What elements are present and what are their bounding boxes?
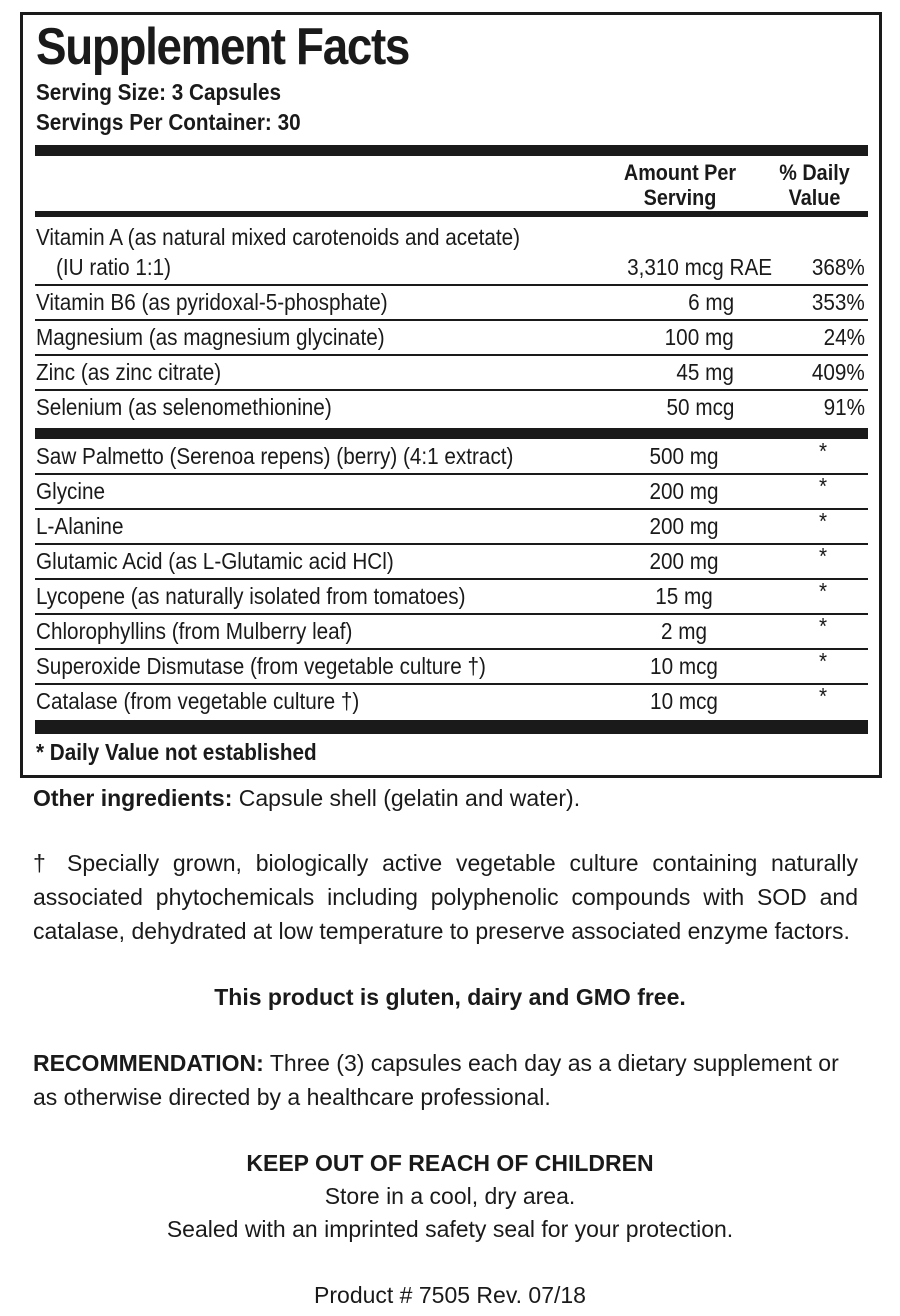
nutrient-amount: 50 mcg xyxy=(666,394,734,420)
row-divider xyxy=(35,508,868,510)
nutrient-amount: 10 mcg xyxy=(650,688,718,714)
nutrient-daily-value: * xyxy=(818,508,828,534)
header-divider xyxy=(35,211,868,217)
nutrient-amount: 45 mg xyxy=(676,359,734,385)
supplement-facts-panel xyxy=(20,12,882,778)
nutrient-name: Zinc (as zinc citrate) xyxy=(36,359,222,385)
serving-size: Serving Size: 3 Capsules xyxy=(36,79,282,105)
row-divider xyxy=(35,613,868,615)
row-divider xyxy=(35,354,868,356)
child-warning: KEEP OUT OF REACH OF CHILDREN xyxy=(246,1150,654,1176)
section-divider xyxy=(35,428,868,439)
nutrient-daily-value: 368% xyxy=(812,254,865,280)
nutrient-daily-value: * xyxy=(818,578,828,604)
nutrient-name: Chlorophyllins (from Mulberry leaf) xyxy=(36,618,353,644)
column-header-dv-line1: % Daily xyxy=(779,160,850,185)
nutrient-daily-value: * xyxy=(818,648,828,674)
nutrient-name: Superoxide Dismutase (from vegetable culture †) xyxy=(36,653,486,679)
nutrient-daily-value: * xyxy=(818,613,828,639)
safety-seal-note: Sealed with an imprinted safety seal for your protection. xyxy=(166,1216,734,1242)
dagger-note: † Specially grown, biologically active vegetable culture containing naturally associated phytochemicals including polyphenolic compounds with SOD and catalase, dehydrated at low temperature to preserve associated enzyme factors. xyxy=(33,850,858,944)
nutrient-amount: 100 mg xyxy=(664,324,734,350)
nutrient-name: Glutamic Acid (as L-Glutamic acid HCl) xyxy=(36,548,394,574)
row-divider xyxy=(35,683,868,685)
thick-divider xyxy=(35,145,868,156)
nutrient-name: Glycine xyxy=(36,478,106,504)
storage-instruction: Store in a cool, dry area. xyxy=(324,1183,576,1209)
recommendation xyxy=(33,1046,858,1114)
row-divider xyxy=(35,648,868,650)
nutrient-amount: 200 mg xyxy=(649,548,719,574)
nutrient-daily-value: * xyxy=(818,473,828,499)
row-divider xyxy=(35,543,868,545)
row-divider xyxy=(35,578,868,580)
nutrient-amount: 10 mcg xyxy=(650,653,718,679)
daily-value-footnote: * Daily Value not established xyxy=(36,739,317,765)
nutrient-name: Catalase (from vegetable culture †) xyxy=(36,688,360,714)
column-header-amount xyxy=(613,160,748,210)
column-header-daily-value xyxy=(772,160,858,210)
nutrient-amount: 6 mg xyxy=(687,289,734,315)
row-divider xyxy=(35,473,868,475)
nutrient-name: Magnesium (as magnesium glycinate) xyxy=(36,324,385,350)
row-divider xyxy=(35,389,868,391)
nutrient-daily-value: 353% xyxy=(812,289,865,315)
row-divider xyxy=(35,319,868,321)
nutrient-name: Lycopene (as naturally isolated from tomatoes) xyxy=(36,583,466,609)
recommendation-label: RECOMMENDATION: xyxy=(33,1050,264,1076)
nutrient-amount: 200 mg xyxy=(649,478,719,504)
servings-per-container: Servings Per Container: 30 xyxy=(36,109,301,135)
column-header-dv-line2: Value xyxy=(788,185,841,210)
column-header-amount-line1: Amount Per xyxy=(623,160,737,185)
nutrient-name: Selenium (as selenomethionine) xyxy=(36,394,332,420)
panel-title: Supplement Facts xyxy=(36,18,410,76)
nutrient-name: L-Alanine xyxy=(36,513,124,539)
nutrient-amount: 3,310 mcg RAE xyxy=(627,254,772,280)
nutrient-amount: 500 mg xyxy=(649,443,719,469)
other-ingredients-text: Capsule shell (gelatin and water). xyxy=(232,785,581,811)
nutrient-amount: 15 mg xyxy=(655,583,713,609)
nutrient-daily-value: * xyxy=(818,543,828,569)
nutrient-daily-value: * xyxy=(818,683,828,709)
nutrient-daily-value: 409% xyxy=(812,359,865,385)
allergen-statement: This product is gluten, dairy and GMO free. xyxy=(214,984,686,1010)
nutrient-name: Saw Palmetto (Serenoa repens) (berry) (4:1 extract) xyxy=(36,443,514,469)
row-divider xyxy=(35,284,868,286)
recommendation-text: Three (3) capsules each day as a dietary supplement or as otherwise directed by a healthcare professional. xyxy=(33,1050,839,1110)
other-ingredients xyxy=(33,781,858,815)
nutrient-name: Vitamin A (as natural mixed carotenoids and acetate) xyxy=(36,224,521,250)
product-number: Product # 7505 Rev. 07/18 xyxy=(314,1282,586,1308)
column-header-amount-line2: Serving xyxy=(643,185,717,210)
nutrient-amount: 2 mg xyxy=(660,618,708,644)
nutrient-name-continued: (IU ratio 1:1) xyxy=(56,254,172,280)
nutrient-daily-value: 91% xyxy=(823,394,865,420)
nutrient-daily-value: 24% xyxy=(823,324,865,350)
other-ingredients-label: Other ingredients: xyxy=(33,785,233,811)
nutrient-daily-value: * xyxy=(818,438,828,464)
nutrient-name: Vitamin B6 (as pyridoxal-5-phosphate) xyxy=(36,289,388,315)
bottom-divider xyxy=(35,720,868,734)
nutrient-amount: 200 mg xyxy=(649,513,719,539)
